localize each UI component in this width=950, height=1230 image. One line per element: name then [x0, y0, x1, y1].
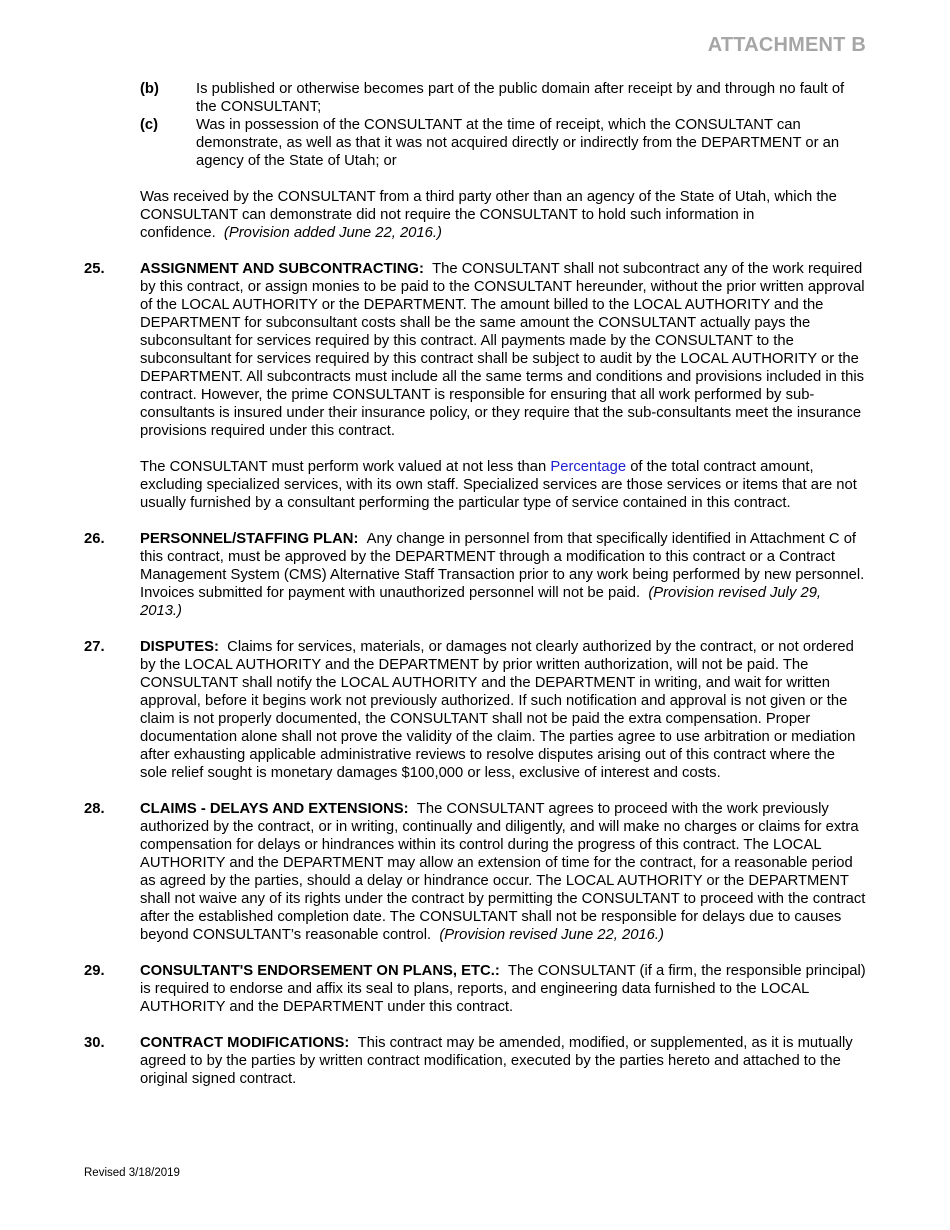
section-title: DISPUTES:	[140, 639, 219, 655]
section-number: 28.	[84, 801, 105, 817]
attachment-header: ATTACHMENT B	[707, 34, 866, 56]
revision-footer: Revised 3/18/2019	[84, 1167, 180, 1179]
section-title: CLAIMS - DELAYS AND EXTENSIONS:	[140, 801, 409, 817]
section-text-2b: of the total contract amount, excluding specialized services, with its own staff. Specialized services are those services or items that are not usually furnished by a consultant performing the particular type of service contained in this contract.	[140, 459, 857, 511]
section-number: 30.	[84, 1035, 105, 1051]
section-27	[84, 638, 866, 782]
section-text: Claims for services, materials, or damages not clearly authorized by the contract, or not ordered by the LOCAL AUTHORITY and the DEPARTMENT by prior written authorization, will not be paid. The CONSULTANT shall notify the LOCAL AUTHORITY and the DEPARTMENT in writing, and wait for written approval, before it begins work not previously authorized. If such notification and approval is not given or the claim is not properly documented, the CONSULTANT shall not be paid the extra compensation. Proper documentation alone shall not prove the validity of the claim. The parties agree to use arbitration or mediation after exhausting applicable administrative reviews to resolve disputes arising out of this contract where the sole relief sought is monetary damages $100,000 or less, exclusive of interest and costs.	[140, 639, 856, 781]
list-item-b	[140, 80, 866, 116]
section-number: 29.	[84, 963, 105, 979]
section-title: CONTRACT MODIFICATIONS:	[140, 1035, 350, 1051]
section-text-2a: The CONSULTANT must perform work valued at not less than	[140, 459, 547, 475]
item-text: Is published or otherwise becomes part of the public domain after receipt by and through no fault of the CONSULTANT;	[196, 81, 845, 115]
section-25	[84, 260, 866, 512]
section-text: The CONSULTANT shall not subcontract any of the work required by this contract, or assign monies to be paid to the CONSULTANT hereunder, without the prior written approval of the LOCAL AUTHORITY or the DEPARTMENT. The amount billed to the LOCAL AUTHORITY and the DEPARTMENT for subconsultant costs shall be the same amount the CONSULTANT actually pays the subconsultant for services required by this contract. All payments made by the CONSULTANT to the subconsultant for services required by this contract shall be subject to audit by the LOCAL AUTHORITY or the DEPARTMENT. All subcontracts must include all the same terms and conditions and provisions included in this contract. However, the prime CONSULTANT is responsible for ensuring that all work performed by sub-consultants is insured under their insurance policy, or they require that the sub-consultants meet the insurance provisions required under this contract.	[140, 261, 865, 439]
section-29	[84, 962, 866, 1016]
provision-note: (Provision revised July 29, 2013.)	[140, 585, 822, 619]
document-page	[84, 80, 866, 1088]
item-text: Was in possession of the CONSULTANT at the time of receipt, which the CONSULTANT can demonstrate, as well as that it was not acquired directly or indirectly from the DEPARTMENT or an agency of the State of Utah; or	[196, 117, 840, 169]
provision-note: (Provision revised June 22, 2016.)	[439, 927, 664, 943]
third-party-paragraph	[140, 188, 866, 242]
section-number: 26.	[84, 531, 105, 547]
item-label: (c)	[140, 117, 159, 133]
section-title: PERSONNEL/STAFFING PLAN:	[140, 531, 359, 547]
section-30	[84, 1034, 866, 1088]
section-text: The CONSULTANT (if a firm, the responsible principal) is required to endorse and affix its seal to plans, reports, and engineering data furnished to the LOCAL AUTHORITY and the DEPARTMENT under this contract.	[140, 963, 866, 1015]
section-text: Any change in personnel from that specifically identified in Attachment C of this contract, must be approved by the DEPARTMENT through a modification to this contract or a Contract Management System (CMS) Alternative Staff Transaction prior to any work being performed by new personnel. Invoices submitted for payment with unauthorized personnel will not be paid.	[140, 531, 865, 601]
list-item-c	[140, 116, 866, 170]
section-number: 25.	[84, 261, 105, 277]
section-text: The CONSULTANT agrees to proceed with the work previously authorized by the contract, or in writing, continually and diligently, and will make no charges or claims for extra compensation for delays or hindrances within its control during the progress of this contract. The LOCAL AUTHORITY and the DEPARTMENT may allow an extension of time for the contract, for a reasonable period as agreed by the parties, should a delay or hindrance occur. The LOCAL AUTHORITY or the DEPARTMENT shall not waive any of its rights under the contract by permitting the CONSULTANT to proceed with the contract after the established completion date. The CONSULTANT shall not be responsible for delays due to causes beyond CONSULTANT’s reasonable control.	[140, 801, 866, 943]
item-label: (b)	[140, 81, 159, 97]
percentage-field-link[interactable]: Percentage	[550, 459, 627, 475]
section-28	[84, 800, 866, 944]
section-title: CONSULTANT'S ENDORSEMENT ON PLANS, ETC.:	[140, 963, 500, 979]
section-26	[84, 530, 866, 620]
paragraph-text: Was received by the CONSULTANT from a third party other than an agency of the State of Utah, which the CONSULTANT can demonstrate did not require the CONSULTANT to hold such information in confidence.	[140, 189, 837, 241]
section-title: ASSIGNMENT AND SUBCONTRACTING:	[140, 261, 424, 277]
section-text: This contract may be amended, modified, or supplemented, as it is mutually agreed to by the parties by written contract modification, executed by the parties hereto and attached to the original signed contract.	[140, 1035, 853, 1087]
section-number: 27.	[84, 639, 105, 655]
provision-note: (Provision added June 22, 2016.)	[223, 225, 442, 241]
